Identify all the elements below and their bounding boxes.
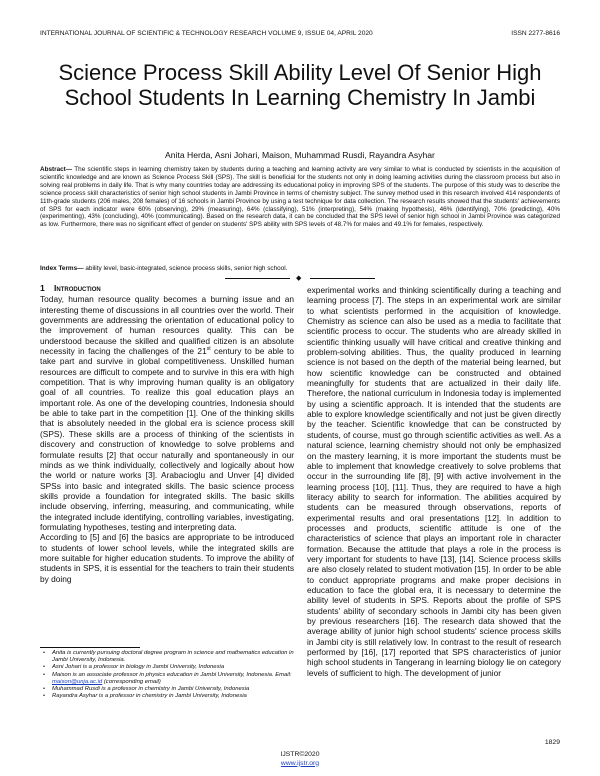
abstract-text: The scientific steps in learning chemistry taken by students during a teaching and learning activity are very similar to what is conducted by scientists in the acquisition of scientific knowledge and are known as Science Process Skill (SPS). The skill is beneficial for the students not only in doing learning activities during the classroom process but also in solving real problems in daily life. That is why many countries today are addressing its educational policy in improving SPS of the students. The purpose of this study was to describe the science process skill characteristics of senior high school students in Jambi Province in terms of chemistry subject. The survey method used in this research involved 414 respondents of 11th-grade students (206 males, 208 females) of 16 schools in Jambi Province by using a test technique for data collection. The research results showed that the students' achievements of SPS for each indicator were 60% (observing), 29% (measuring), 64% (classifying), 51% (interpreting), 54% (making hypothesis), 46% (identifying), 70% (predicting), 40% (experimenting), 43% (concluding), 40% (communicating). Based on the research data, it can be concluded that the SPS level of senior high school in Jambi Province was categorized as low. Furthermore, there was no significant effect of gender on students' SPS ability with SPS levels of 48.7% for males and 49.1% for females, respectively. xyxy=(40,166,560,229)
copyright-label: IJSTR©2020 xyxy=(280,751,320,758)
journal-url-link[interactable]: www.ijstr.org xyxy=(280,759,320,767)
abstract xyxy=(40,166,560,229)
intro-text-b: century to be able to take part and survive in global competitiveness. Unskilled human resources are difficult to compete and to survive in this era with high competition. That is why improving human quality is an obligatory goal of all countries. To realize this goal education plays an important role. As one of the developing countries, Indonesia should be able to take part in the competition [1]. One of the thinking skills that is absolutely needed in the global era is science process skill (SPS). These skills are a process of thinking of the scientists in discovery and construction of knowledge to solve problems and formulate results [2] that occur naturally and spontaneously in our minds as we think individually, collectively and logically about how the world or nature works [3]. Arabacioglu and Unver [4] divided SPSs into basic and integrated skills. The basic science process skills provide a foundation for integrated skills. The basic skills include observing, inferring, measuring, and communicating, while the integrated include identifying, controlling variables, investigating, formulating hypotheses, testing and interpreting data. xyxy=(40,346,294,532)
intro-paragraph-1 xyxy=(40,294,294,532)
footnote-text: (corresponding email) xyxy=(102,678,161,685)
index-terms-text: ability level, basic-integrated, science process skills, senior high school. xyxy=(83,265,288,272)
running-header xyxy=(40,30,560,40)
issn-label: ISSN 2277-8616 xyxy=(511,30,560,37)
section-heading xyxy=(40,283,294,293)
page-number: 1829 xyxy=(544,739,560,746)
footnote-item: • Asni Johari is a professor in biology in Jambi University, Indonesia xyxy=(52,664,296,671)
right-column-text: experimental works and thinking scientifically during a teaching and learning process [7]. The steps in an experimental work are similar to what scientists performed in the acquisition of knowledge. Chemistry as science can also be used as a media to facilitate that scientific process to occur. The students who are already skilled in scientific thinking usually will have critical and creative thinking and problem-solving abilities. Thus, the quality produced in learning science is not based on the depth of the material being learned, but how scientific knowledge can be constructed and obtained meaningfully for students that are actualized in their daily life. Therefore, the national curriculum in Indonesia today is implemented by using a scientific approach. It is intended that the students are able to explore knowledge scientifically and not just be given directly by the teacher. Scientific knowledge that can be constructed by students, of course, must go through scientific activities as well. As a natural science, learning chemistry should not only be emphasized on the mastery learning, it is more important the students must be able to implement that knowledge creatively to solve problems that occur in the surrounding life [8], [9] with active involvement in the learning process [10], [11]. Thus, they are required to have a high literacy ability to search for information. The abilities acquired by students can be measured through observations, reports of experimental results and oral presentations [12]. In addition to processes and products, scientific attitude is one of the characteristics of science that plays an important role in character formation. Because the attitude that plays a role in the process is very important for students to have [13], [14]. Science process skills are also closely related to student motivation [15]. In order to be able to conduct appropriate programs and make proper decisions in education to face the global era, it is necessary to determine the ability level of students in SPS. Reports about the profile of SPS students' ability of secondary schools in Jambi city has been given by previous researchers [16]. The research data showed that the average ability of junior high school students' science process skills in Jambi city is still relatively low. In contrast to the result of research performed by [16], [17] reported that SPS characteristics of junior high school students in Tangerang in learning biology lie on category levels of sufficient to high. The development of junior xyxy=(307,285,561,678)
section-title: Introduction xyxy=(54,283,101,293)
author-list: Anita Herda, Asni Johari, Maison, Muhammad Rusdi, Rayandra Asyhar xyxy=(165,150,435,160)
journal-header: INTERNATIONAL JOURNAL OF SCIENTIFIC & TECHNOLOGY RESEARCH VOLUME 9, ISSUE 04, APRIL 2020 xyxy=(40,30,373,37)
footnote-item: • Muhammad Rusdi is a professor in chemistry in Jambi University, Indonesia xyxy=(52,686,296,693)
diamond-icon: ◆ xyxy=(296,275,302,282)
index-terms-label: Index Terms— xyxy=(40,265,84,272)
right-column xyxy=(307,285,561,678)
footnote-item xyxy=(52,672,296,686)
footnote-item: • Anita is currently pursuing doctoral degree program in science and mathematics education in Jambi University, Indonesia. xyxy=(52,650,296,664)
intro-text-a: Today, human resource quality becomes a burning issue and an interesting theme of discussions in all countries over the world. Their governments are addressing the orientation of educational policy to the improvement of human resources quality. This can be understood because the skilled and qualified citizen is an absolute necessity in facing the challenges of the 21 xyxy=(40,294,294,357)
footnote-item: • Rayandra Asyhar is a professor in chemistry in Jambi University, Indonesia xyxy=(52,693,296,700)
abstract-label: Abstract— xyxy=(40,166,73,173)
footnote-rule xyxy=(40,647,140,648)
email-link[interactable]: maison@unja.ac.id xyxy=(52,678,103,685)
superscript-st: st xyxy=(206,346,211,353)
paper-title: Science Process Skill Ability Level Of Senior High School Students In Learning Chemistry In Jambi xyxy=(58,60,542,110)
separator-line-left xyxy=(225,278,290,279)
section-number: 1 xyxy=(40,283,45,293)
intro-paragraph-2: According to [5] and [6] the basics are appropriate to be introduced to students of lower school levels, while the integrated skills are more suitable for higher education students. To improve the ability of students in SPS, it is essential for the teachers to train their students by doing xyxy=(40,532,294,584)
footnote-text: Maison is an associate professor in physics education in Jambi University, Indonesia. Email: xyxy=(52,671,292,678)
left-column xyxy=(40,283,294,584)
page-footer xyxy=(0,751,600,768)
footnotes xyxy=(40,650,296,700)
separator-line-right xyxy=(310,278,375,279)
index-terms xyxy=(40,265,560,272)
